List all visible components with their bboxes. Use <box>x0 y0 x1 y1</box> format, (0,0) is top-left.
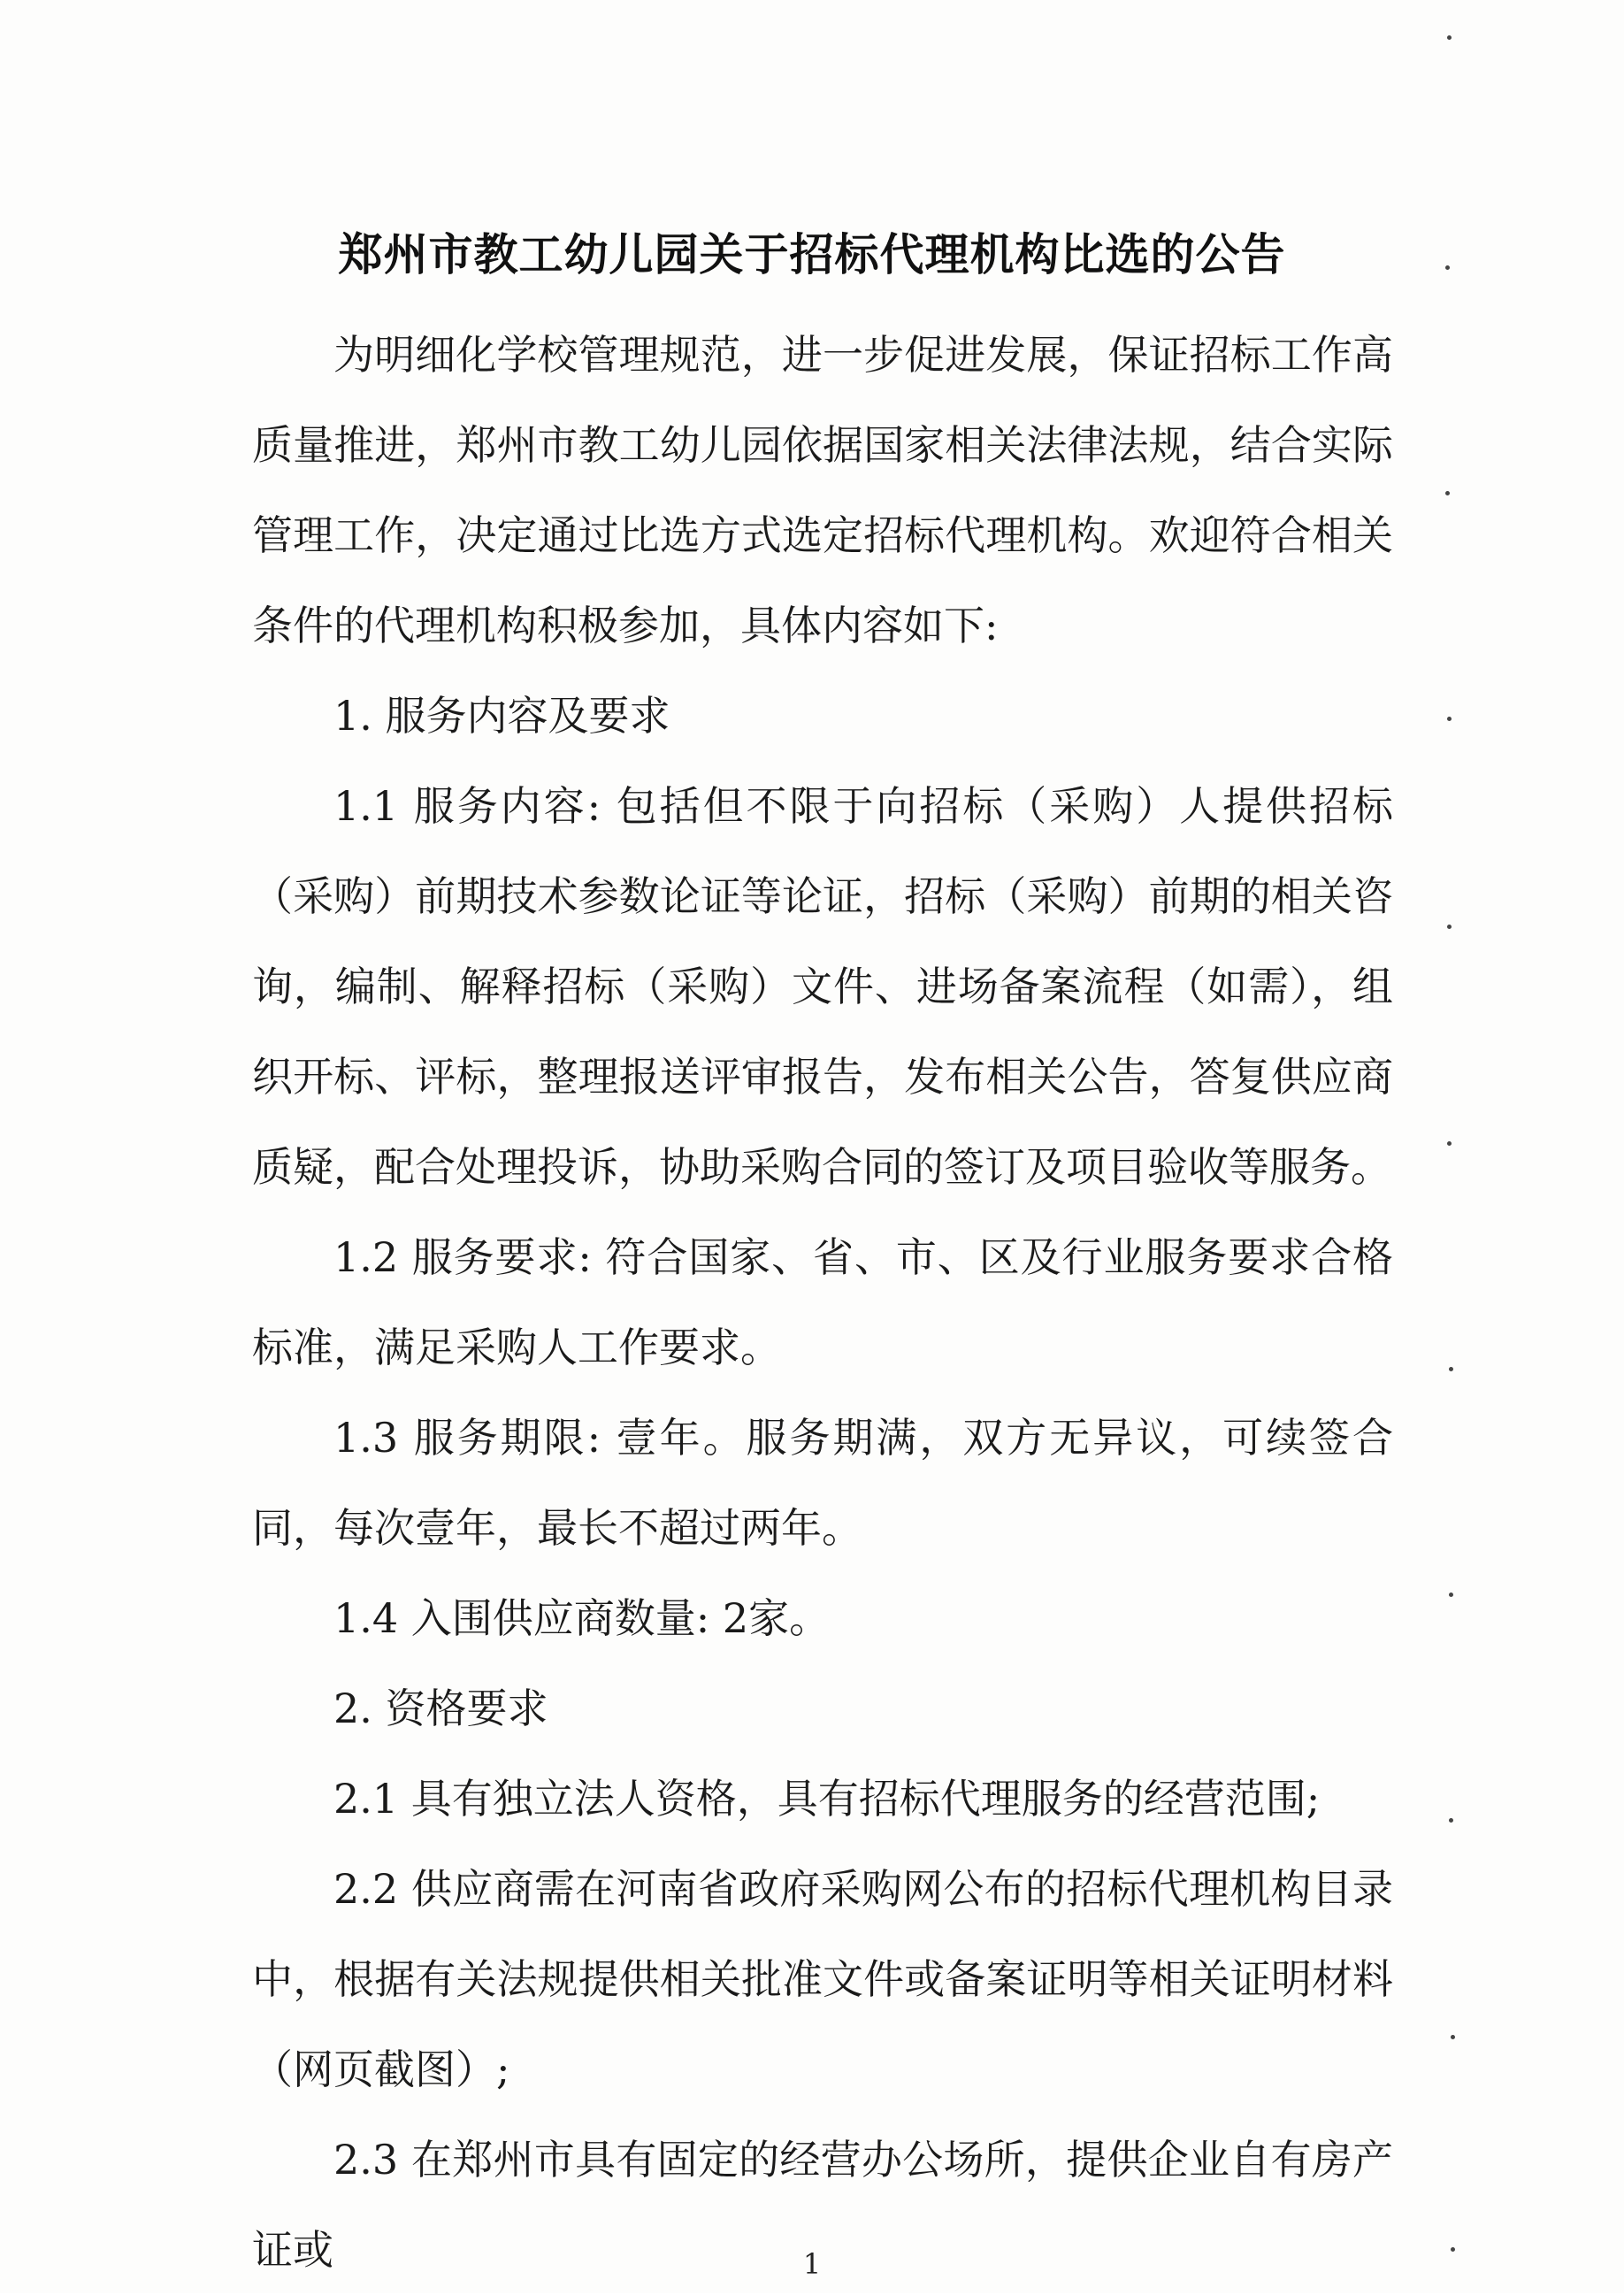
scan-dot <box>1449 1818 1453 1823</box>
scan-dot <box>1447 717 1452 721</box>
section-heading-2: 2. 资格要求 <box>333 1685 548 1732</box>
scan-dot <box>1447 35 1452 40</box>
scan-dot <box>1445 265 1450 270</box>
paragraph-1-3: 1.3 服务期限: 壹年。服务期满，双方无异议，可续签合同，每次壹年，最长不超过两年。 <box>252 1414 1393 1552</box>
paragraph-1-1: 1.1 服务内容: 包括但不限于向招标（采购）人提供招标（采购）前期技术参数论证等论证，招标（采购）前期的相关咨询，编制、解释招标（采购）文件、进场备案流程（如需），组织开标、评标，整理报送评审报告，发布相关公告，答复供应商质疑，配合处理投诉，协助采购合同的签订及项目验收等服务。 <box>252 782 1393 1191</box>
scan-dot <box>1449 1593 1453 1597</box>
paragraph-intro: 为明细化学校管理规范，进一步促进发展，保证招标工作高质量推进，郑州市教工幼儿园依据国家相关法律法规，结合实际管理工作，决定通过比选方式选定招标代理机构。欢迎符合相关条件的代理机构积极参加，具体内容如下: <box>252 331 1393 649</box>
page-number: 1 <box>802 2247 822 2281</box>
scan-dot <box>1451 2035 1455 2039</box>
paragraph-1-4: 1.4 入围供应商数量: 2家。 <box>333 1594 831 1642</box>
scan-dot <box>1451 2247 1455 2252</box>
scan-dot <box>1449 1367 1453 1371</box>
scan-dot <box>1447 925 1452 929</box>
paragraph-2-2: 2.2 供应商需在河南省政府采购网公布的招标代理机构目录中，根据有关法规提供相关批准文件或备案证明等相关证明材料（网页截图）; <box>252 1865 1393 2093</box>
document-body <box>252 310 1393 2295</box>
scan-dot <box>1445 491 1450 495</box>
paragraph-2-3: 2.3 在郑州市具有固定的经营办公场所，提供企业自有房产证或 <box>252 2136 1393 2274</box>
page-title: 郑州市教工幼儿园关于招标代理机构比选的公告 <box>338 229 1286 280</box>
paragraph-1-2: 1.2 服务要求: 符合国家、省、市、区及行业服务要求合格标准，满足采购人工作要求。 <box>252 1233 1393 1371</box>
section-heading-1: 1. 服务内容及要求 <box>333 692 670 740</box>
scan-dot <box>1447 1141 1452 1146</box>
paragraph-2-1: 2.1 具有独立法人资格，具有招标代理服务的经营范围; <box>333 1775 1321 1823</box>
